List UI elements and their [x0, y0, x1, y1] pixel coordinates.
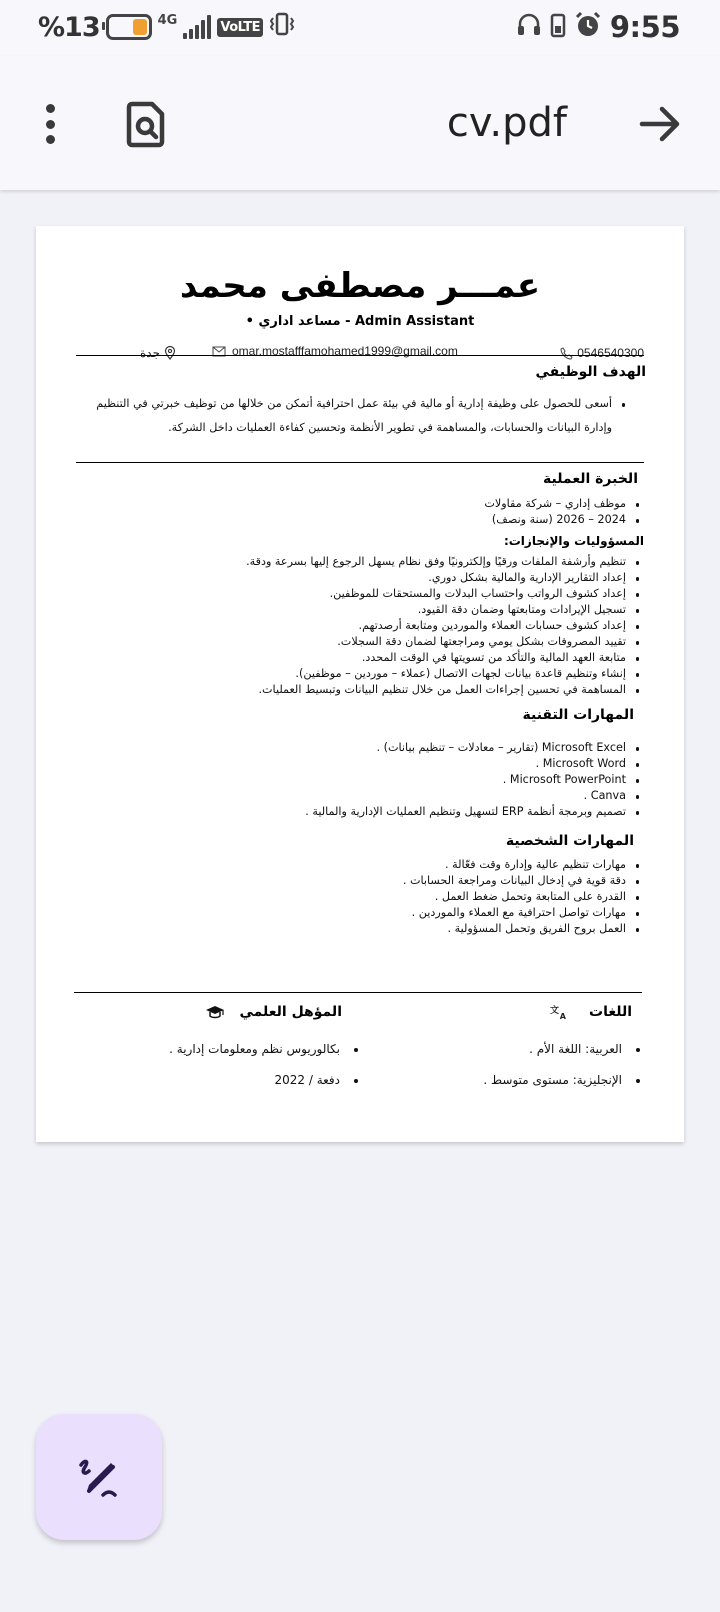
- soft-skill-item: القدرة على المتابعة وتحمل ضغط العمل .: [403, 889, 642, 905]
- languages-list: [483, 1004, 642, 1096]
- responsibilities-list: [246, 554, 642, 698]
- experience-title: الخبرة العملية: [543, 471, 638, 487]
- experience-item: موظف إداري – شركة مقاولات: [484, 496, 642, 512]
- responsibility-item: تقييد المصروفات بشكل يومي ومراجعتها لضمان دقة السجلات.: [246, 634, 642, 650]
- phone-icon: [560, 347, 573, 360]
- clock-time: 9:55: [609, 10, 680, 44]
- education-title: المؤهل العلمي: [239, 1004, 342, 1020]
- svg-text:文: 文: [549, 1006, 559, 1016]
- soft-skills-list: [403, 857, 642, 937]
- volte-badge: VoLTE: [217, 18, 263, 37]
- status-bar: [0, 0, 720, 56]
- tech-skill-item: Microsoft PowerPoint .: [305, 772, 642, 788]
- phone-text: 0546540300: [577, 346, 644, 360]
- status-left: [38, 10, 295, 44]
- soft-skill-item: العمل بروح الفريق وتحمل المسؤولية .: [403, 921, 642, 937]
- more-options-icon[interactable]: [30, 100, 70, 148]
- language-item: الإنجليزية: مستوى متوسط .: [483, 1065, 642, 1096]
- phone-battery-icon: [550, 12, 566, 42]
- email-text: omar.mostafffamohamed1999@gmail.com: [232, 344, 458, 358]
- phone-contact: [560, 346, 644, 360]
- tech-skill-item: Microsoft Word .: [305, 756, 642, 772]
- responsibility-item: المساهمة في تحسين إجراءات العمل من خلال تنظيم البيانات وتبسيط العمليات.: [246, 682, 642, 698]
- edit-pen-icon: [75, 1453, 123, 1501]
- soft-skill-item: مهارات تواصل احترافية مع العملاء والموردين .: [403, 905, 642, 921]
- city-contact: [140, 346, 176, 360]
- forward-arrow-icon[interactable]: [638, 104, 682, 144]
- objective-list: [96, 392, 628, 440]
- tech-skill-item: تصميم وبرمجة أنظمة ERP لتسهيل وتنظيم العمليات الإدارية والمالية .: [305, 804, 642, 820]
- battery-icon: [106, 14, 152, 40]
- education-list: [169, 1004, 360, 1096]
- soft-skill-item: دقة قوية في إدخال البيانات ومراجعة الحسابات .: [403, 873, 642, 889]
- responsibility-item: إعداد التقارير الإدارية والمالية بشكل دوري.: [246, 570, 642, 586]
- cv-name: عمـــر مصطفى محمد: [179, 266, 541, 306]
- city-text: جدة: [140, 346, 161, 360]
- signal-icon: [183, 15, 211, 39]
- svg-text:A: A: [559, 1012, 566, 1021]
- cv-role: • مساعد اداري - Admin Assistant: [245, 314, 475, 329]
- alarm-icon: [574, 11, 602, 43]
- tech-skills-title: المهارات التقنية: [522, 707, 634, 723]
- language-item: العربية: اللغة الأم .: [483, 1034, 642, 1065]
- document-title: cv.pdf: [446, 100, 567, 146]
- responsibilities-title: المسؤوليات والإنجازات:: [503, 534, 644, 548]
- responsibility-item: إعداد كشوف الرواتب واحتساب البدلات والمستحقات للموظفين.: [246, 586, 642, 602]
- divider-objective: [76, 462, 644, 463]
- pdf-page[interactable]: [36, 226, 684, 1142]
- headset-icon: [516, 12, 542, 42]
- status-right: [516, 10, 680, 44]
- tech-skill-item: Canva .: [305, 788, 642, 804]
- tech-skills-list: [305, 740, 642, 820]
- experience-item: 2024 – 2026 (سنة ونصف): [484, 512, 642, 528]
- responsibility-item: تسجيل الإيرادات ومتابعتها وضمان دقة القيود.: [246, 602, 642, 618]
- responsibility-item: تنظيم وأرشفة الملفات ورقيًا وإلكترونيًا وفق نظام يسهل الرجوع إليها بسرعة ودقة.: [246, 554, 642, 570]
- vibrate-icon: [269, 11, 295, 43]
- experience-list: [484, 496, 642, 528]
- battery-percent: %13: [38, 11, 100, 43]
- search-document-icon[interactable]: [120, 98, 172, 150]
- languages-title: اللغات: [589, 1004, 632, 1020]
- divider-bottom: [74, 992, 642, 993]
- responsibility-item: إعداد كشوف حسابات العملاء والموردين ومتابعة أرصدتهم.: [246, 618, 642, 634]
- tech-skill-item: Microsoft Excel (تقارير – معادلات – تنظيم بيانات) .: [305, 740, 642, 756]
- objective-text: أسعى للحصول على وظيفة إدارية أو مالية في بيئة عمل احترافية أتمكن من خلالها من توظيف خبرتي في التنظيم وإدارة البيانات والحسابات، والمساهمة في تطوير الأنظمة وتحسين كفاءة العمليات داخل الشركة.: [96, 392, 628, 440]
- education-item: دفعة / 2022: [169, 1065, 360, 1096]
- responsibility-item: متابعة العهد المالية والتأكد من تسويتها في الوقت المحدد.: [246, 650, 642, 666]
- app-bar: [0, 56, 720, 190]
- network-type: 4G: [157, 13, 178, 28]
- objective-title: الهدف الوظيفي: [535, 364, 646, 380]
- edit-fab-button[interactable]: [36, 1414, 162, 1540]
- soft-skill-item: مهارات تنظيم عالية وإدارة وقت فعّالة .: [403, 857, 642, 873]
- divider-top: [76, 355, 644, 356]
- responsibility-item: إنشاء وتنظيم قاعدة بيانات لجهات الاتصال (عملاء – موردين – موظفين).: [246, 666, 642, 682]
- education-item: بكالوريوس نظم ومعلومات إدارية .: [169, 1034, 360, 1065]
- soft-skills-title: المهارات الشخصية: [505, 833, 634, 849]
- location-pin-icon: [164, 346, 176, 360]
